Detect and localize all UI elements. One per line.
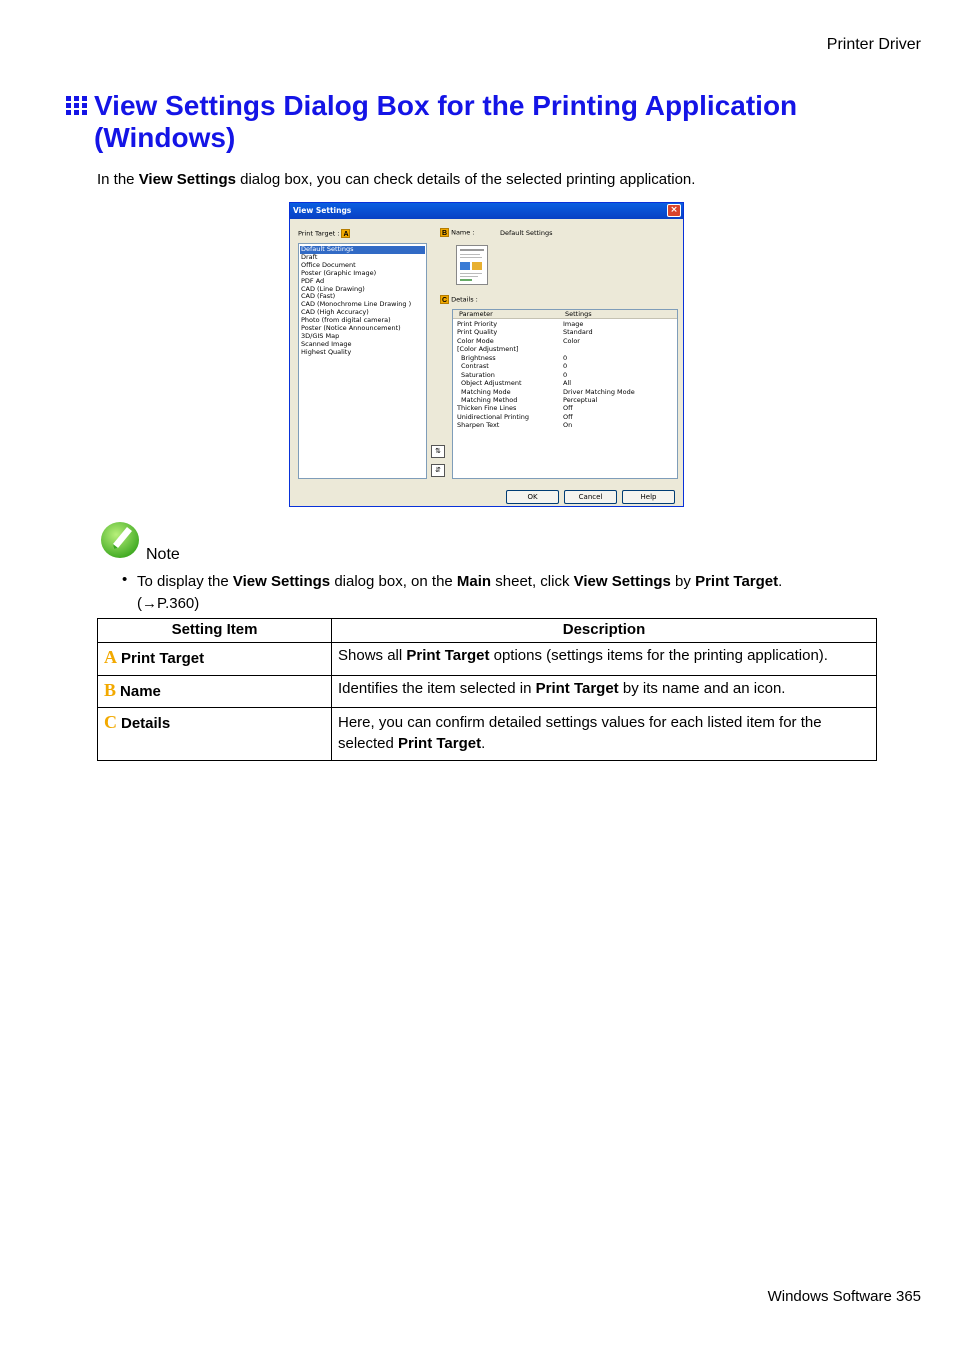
table-row [453,320,677,328]
description-header: Description [332,619,877,643]
table-row [453,421,677,429]
running-header: Printer Driver [826,36,921,53]
setting-item-cell: C Details [98,708,332,761]
details-table [452,309,678,479]
setting-cell: On [563,421,573,430]
table-row [453,345,677,353]
list-item[interactable]: Scanned Image [301,339,352,348]
details-header [453,310,677,319]
list-item[interactable]: CAD (Monochrome Line Drawing ) [301,300,412,309]
table-row [453,337,677,345]
parameter-cell: [Color Adjustment] [457,345,519,354]
setting-cell: Perceptual [563,395,598,404]
page-title: View Settings Dialog Box for the Printing Application (Windows) [94,90,798,153]
parameter-cell: Matching Mode [461,387,511,396]
setting-item-header: Setting Item [98,619,332,643]
name-label: B Name : [441,228,475,237]
setting-cell: Image [563,320,584,328]
parameter-cell: Thicken Fine Lines [457,404,517,413]
print-target-list[interactable] [298,243,427,479]
list-item[interactable]: Photo (from digital camera) [301,316,391,325]
parameter-cell: Object Adjustment [461,379,522,388]
sort-icon[interactable]: ⇵ [431,464,445,477]
table-row [453,362,677,370]
list-item[interactable]: Default Settings [300,246,425,254]
list-item[interactable]: Office Document [301,260,356,269]
page-footer: Windows Software 365 [767,1288,921,1305]
ok-button[interactable]: OK [506,490,559,504]
help-button[interactable]: Help [622,490,675,504]
parameter-cell: Brightness [461,353,496,362]
intro-paragraph: In the View Settings dialog box, you can check details of the selected printing application. [97,171,696,188]
setting-item-cell: A Print Target [98,643,332,676]
list-item[interactable]: CAD (Fast) [301,292,336,301]
setting-cell: Driver Matching Mode [563,387,635,396]
parameter-cell: Contrast [461,362,489,371]
setting-cell: Color [563,336,580,345]
setting-cell: Off [563,412,573,421]
setting-item-cell: B Name [98,676,332,708]
badge-a: A [343,231,349,238]
list-item[interactable]: Highest Quality [301,347,352,356]
setting-cell: 0 [563,353,568,362]
list-item[interactable]: 3D/GIS Map [301,331,340,340]
page-reference-link[interactable]: (→P.360) [137,595,200,612]
close-icon[interactable]: × [667,204,681,217]
table-row [453,388,677,396]
list-item[interactable]: Poster (Graphic Image) [301,268,377,277]
table-row [453,404,677,412]
table-row [453,371,677,379]
pencil-note-icon [100,519,144,561]
settings-preview-icon [456,245,488,285]
list-item[interactable]: CAD (Line Drawing) [301,284,365,293]
description-cell: Here, you can confirm detailed settings values for each listed item for the selected Print Target. [332,708,877,761]
table-row [98,676,877,708]
description-cell: Shows all Print Target options (settings items for the printing application). [332,643,877,676]
setting-cell: 0 [563,370,568,379]
setting-cell: Off [563,404,573,413]
parameter-cell: Saturation [461,370,495,379]
setting-cell: Standard [563,328,593,337]
name-value: Default Settings [500,229,553,237]
table-row [453,413,677,421]
badge-b: B [441,230,448,237]
print-target-label: Print Target : A [298,229,349,238]
grid-icon [66,96,88,116]
note-text: To display the View Settings dialog box, on the Main sheet, click View Settings by Print Target. (→P.360) [137,573,783,612]
parameter-cell: Print Quality [457,328,498,337]
table-row [453,396,677,404]
note-bullet: • [122,571,128,588]
parameter-cell: Color Mode [457,336,494,345]
copy-icon[interactable]: ⇅ [431,445,445,458]
setting-cell: 0 [563,362,568,371]
settings-table [97,618,877,761]
badge-c: C [441,297,448,304]
list-item[interactable]: Poster (Notice Announcement) [301,324,401,333]
view-settings-dialog [289,202,684,507]
list-item[interactable]: Draft [301,252,318,261]
table-row [453,354,677,362]
parameter-cell: Matching Method [461,395,518,404]
note-label: Note [146,546,180,563]
table-row [98,643,877,676]
table-row [453,328,677,336]
parameter-cell: Sharpen Text [457,421,500,430]
dialog-title-bar: View Settings [290,203,683,219]
table-row [453,379,677,387]
details-label: C Details : [441,295,478,304]
list-item[interactable]: CAD (High Accuracy) [301,308,369,317]
setting-cell: All [563,379,572,388]
parameter-column-header: Parameter [459,310,493,318]
parameter-cell: Unidirectional Printing [457,412,530,421]
table-row [98,708,877,761]
cancel-button[interactable]: Cancel [564,490,617,504]
settings-column-header: Settings [565,310,592,318]
description-cell: Identifies the item selected in Print Target by its name and an icon. [332,676,877,708]
list-item[interactable]: PDF Ad [301,276,325,285]
parameter-cell: Print Priority [457,320,498,328]
